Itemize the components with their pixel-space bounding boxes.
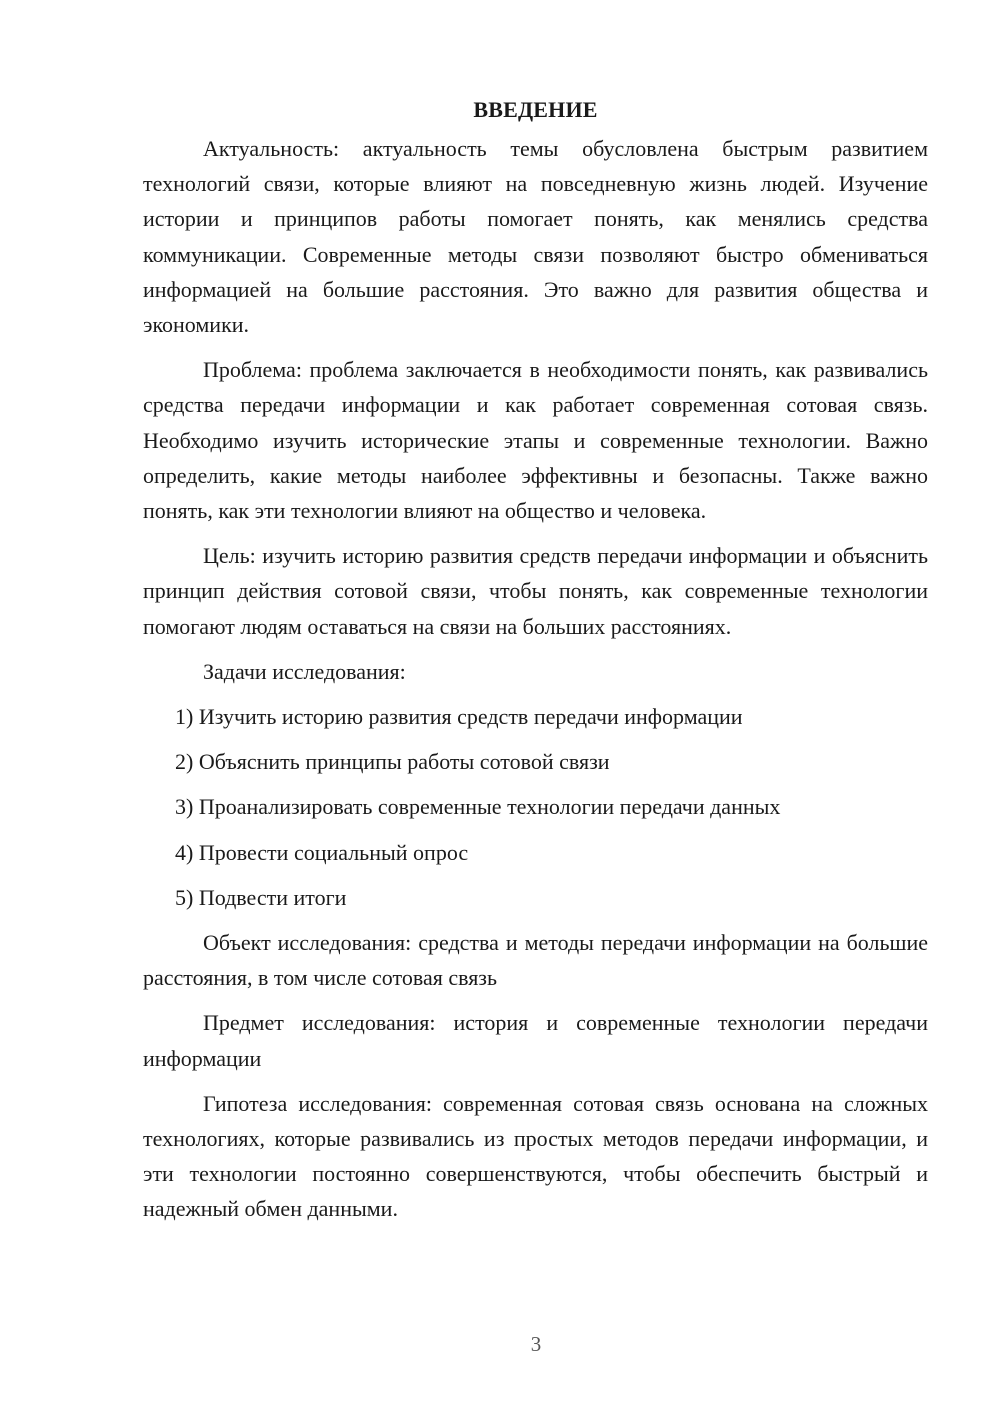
task-list <box>143 699 928 915</box>
task-item: 2) Объяснить принципы работы сотовой связи <box>175 749 610 775</box>
page-title: ВВЕДЕНИЕ <box>473 97 598 122</box>
relevance-paragraph: Актуальность: актуальность темы обусловлена быстрым развитием технологий связи, которые влияют на повседневную жизнь людей. Изучение истории и принципов работы помогает понять, как менялись средства коммуникации. Современные методы связи позволяют быстро обмениваться информацией на большие расстояния. Это важно для развития общества и экономики. <box>143 136 928 338</box>
task-item: 5) Подвести итоги <box>175 884 347 910</box>
task-item: 1) Изучить историю развития средств передачи информации <box>175 704 743 730</box>
goal-paragraph: Цель: изучить историю развития средств передачи информации и объяснить принцип действия сотовой связи, чтобы понять, как современные технологии помогают людям оставаться на связи на больших расстояниях. <box>143 543 928 639</box>
subject-paragraph: Предмет исследования: история и современные технологии передачи информации <box>143 1010 928 1071</box>
task-item: 4) Провести социальный опрос <box>175 839 469 865</box>
object-paragraph: Объект исследования: средства и методы передачи информации на большие расстояния, в том числе сотовая связь <box>143 930 928 991</box>
tasks-heading: Задачи исследования: <box>203 658 406 684</box>
page-number: 3 <box>530 1332 542 1356</box>
problem-paragraph: Проблема: проблема заключается в необходимости понять, как развивались средства передачи информации и как работает современная сотовая связь. Необходимо изучить исторические этапы и современные технологии. Важно определить, какие методы наиболее эффективны и безопасны. Также важно понять, как эти технологии влияют на общество и человека. <box>143 357 928 524</box>
task-item: 3) Проанализировать современные технологии передачи данных <box>175 794 781 820</box>
document-page <box>143 92 928 1237</box>
hypothesis-paragraph: Гипотеза исследования: современная сотовая связь основана на сложных технологиях, которые развивались из простых методов передачи информации, и эти технологии постоянно совершенствуются, чтобы обеспечить быстрый и надежный обмен данными. <box>143 1090 928 1222</box>
